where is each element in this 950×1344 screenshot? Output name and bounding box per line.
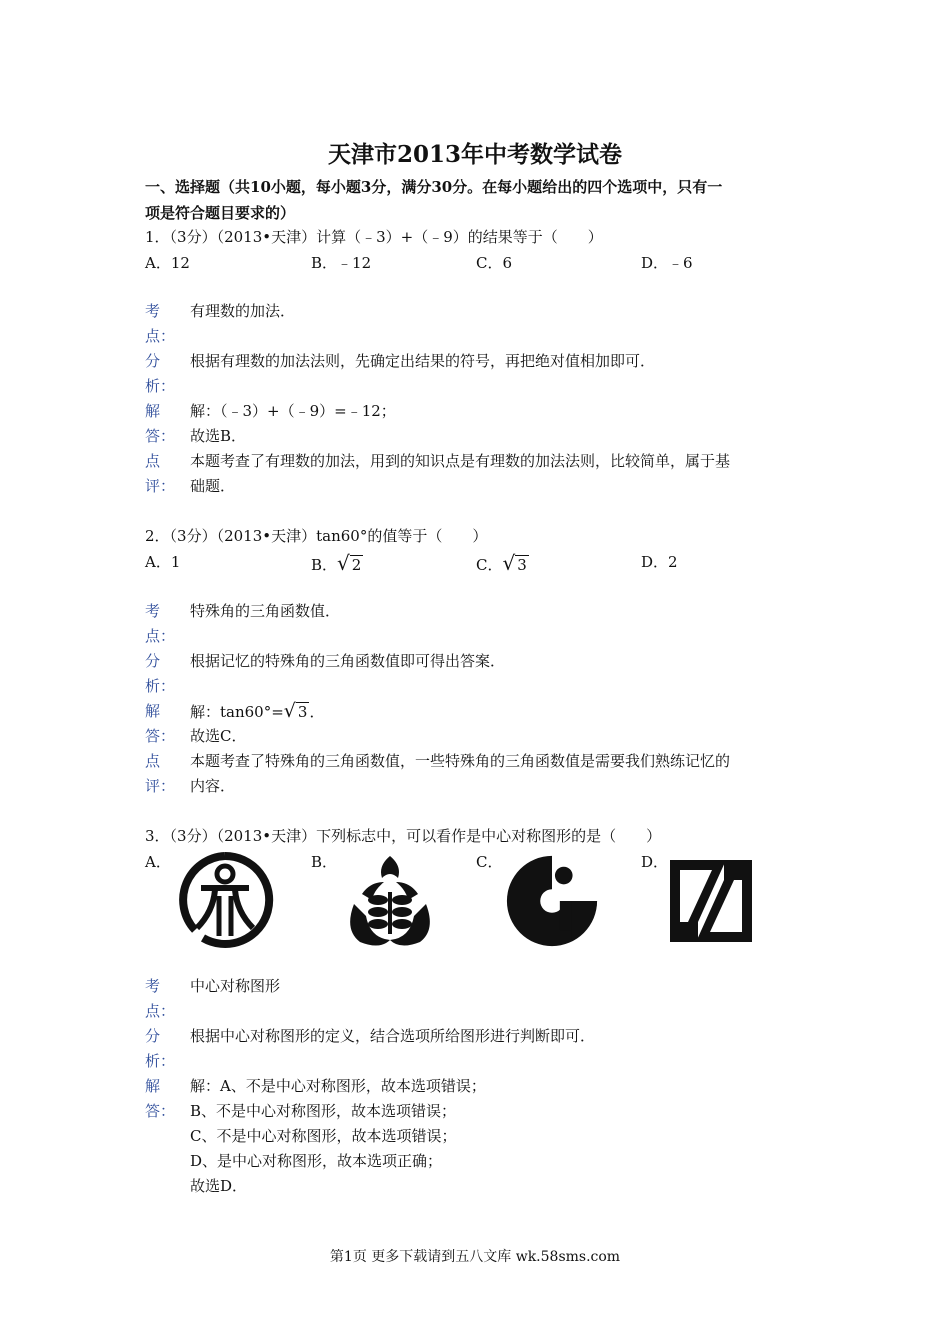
- q3-jieda-line5: 故选D．: [190, 1177, 248, 1195]
- q1-jieda-line1: 解：（﹣3）+（﹣9）=﹣12；: [190, 402, 396, 420]
- q1-stem: 1．（3分）（2013•天津）计算（﹣3）+（﹣9）的结果等于（ ）: [145, 228, 603, 246]
- q3-label-kao: 考: [145, 977, 161, 995]
- q3-stem: 3．（3分）（2013•天津）下列标志中，可以看作是中心对称图形的是（ ）: [145, 827, 662, 845]
- q3-label-jie: 解: [145, 1077, 161, 1095]
- q3-label-fen: 分: [145, 1027, 161, 1045]
- logo-d-icon: [668, 858, 754, 944]
- section-heading-line2: 项是符合题目要求的）: [145, 204, 296, 222]
- q3-jieda-line3: C、不是中心对称图形，故本选项错误；: [190, 1127, 457, 1145]
- q2-option-a: A．1: [145, 553, 181, 571]
- q2-label-kao: 考: [145, 602, 161, 620]
- q3-option-d: D．: [641, 853, 669, 871]
- q1-option-a: A．12: [145, 254, 190, 272]
- q2-jieda-line1: [190, 699, 324, 725]
- q2-label-xi: 析：: [145, 677, 176, 695]
- sqrt-icon: √: [502, 551, 516, 575]
- q1-label-kao: 考: [145, 302, 161, 320]
- q2-option-d: D．2: [641, 553, 678, 571]
- page-title: 天津市2013年中考数学试卷: [327, 141, 622, 168]
- q2-jieda-line2: 故选C．: [190, 727, 247, 745]
- q2-dianping-line2: 内容．: [190, 777, 236, 795]
- q1-jieda-line2: 故选B．: [190, 427, 247, 445]
- logo-c-icon: [503, 852, 601, 950]
- q2-kaodian: 特殊角的三角函数值．: [190, 602, 341, 620]
- q1-label-jie: 解: [145, 402, 161, 420]
- q1-option-c: C．6: [476, 254, 513, 272]
- q2-option-b: [311, 551, 363, 575]
- page-footer: 第1页 更多下载请到五八文库 wk.58sms.com: [329, 1249, 621, 1265]
- logo-b-icon: [340, 852, 440, 952]
- q2-option-b-radicand: 2: [351, 556, 362, 574]
- section-heading-line1: 一、选择题（共10小题，每小题3分，满分30分。在每小题给出的四个选项中，只有一: [145, 178, 723, 196]
- q1-label-fen: 分: [145, 352, 161, 370]
- q3-option-b: B．: [311, 853, 338, 871]
- q3-jieda-line1: 解：A、不是中心对称图形，故本选项错误；: [190, 1077, 486, 1095]
- q2-label-ping: 评：: [145, 777, 176, 795]
- q3-option-a: A．: [145, 853, 171, 871]
- q3-jieda-line4: D、是中心对称图形，故本选项正确；: [190, 1152, 443, 1170]
- q1-fenxi: 根据有理数的加法法则，先确定出结果的符号，再把绝对值相加即可．: [190, 352, 656, 370]
- q1-label-da: 答：: [145, 427, 176, 445]
- q3-kaodian: 中心对称图形: [190, 977, 281, 995]
- q2-dianping-line1: 本题考查了特殊角的三角函数值，一些特殊角的三角函数值是需要我们熟练记忆的: [190, 752, 731, 770]
- q2-option-c-label: C．: [476, 556, 503, 574]
- q3-label-da: 答：: [145, 1102, 176, 1120]
- q3-option-c: C．: [476, 853, 503, 871]
- q2-option-b-label: B．: [311, 556, 338, 574]
- q2-option-c: [476, 551, 529, 575]
- q3-fenxi: 根据中心对称图形的定义，结合选项所给图形进行判断即可．: [190, 1027, 596, 1045]
- q3-label-xi: 析：: [145, 1052, 176, 1070]
- q1-option-b: B．﹣12: [311, 254, 372, 272]
- q1-label-dian2: 点: [145, 452, 161, 470]
- q2-jieda-end: ．: [309, 703, 325, 721]
- q2-label-dian2: 点: [145, 752, 161, 770]
- q2-option-c-radicand: 3: [517, 556, 527, 574]
- q2-jieda-text: 解：tan60°=: [190, 703, 284, 721]
- q3-label-dian: 点：: [145, 1002, 176, 1020]
- q1-kaodian: 有理数的加法．: [190, 302, 296, 320]
- q2-label-jie: 解: [145, 702, 161, 720]
- sqrt-icon: √: [337, 551, 350, 575]
- q1-option-d: D．﹣6: [641, 254, 693, 272]
- q1-label-xi: 析：: [145, 377, 176, 395]
- q2-label-da: 答：: [145, 727, 176, 745]
- q1-label-dian: 点：: [145, 327, 176, 345]
- q2-label-fen: 分: [145, 652, 161, 670]
- sqrt-icon: √: [283, 700, 296, 722]
- q1-label-ping: 评：: [145, 477, 176, 495]
- q2-label-dian: 点：: [145, 627, 176, 645]
- q2-fenxi: 根据记忆的特殊角的三角函数值即可得出答案．: [190, 652, 506, 670]
- q1-dianping-line1: 本题考查了有理数的加法，用到的知识点是有理数的加法法则，比较简单，属于基: [190, 452, 731, 470]
- logo-a-icon: [175, 850, 275, 950]
- q2-stem: 2．（3分）（2013•天津）tan60°的值等于（ ）: [145, 527, 488, 545]
- q3-jieda-line2: B、不是中心对称图形，故本选项错误；: [190, 1102, 457, 1120]
- q2-jieda-radicand: 3: [297, 703, 308, 721]
- q1-dianping-line2: 础题．: [190, 477, 236, 495]
